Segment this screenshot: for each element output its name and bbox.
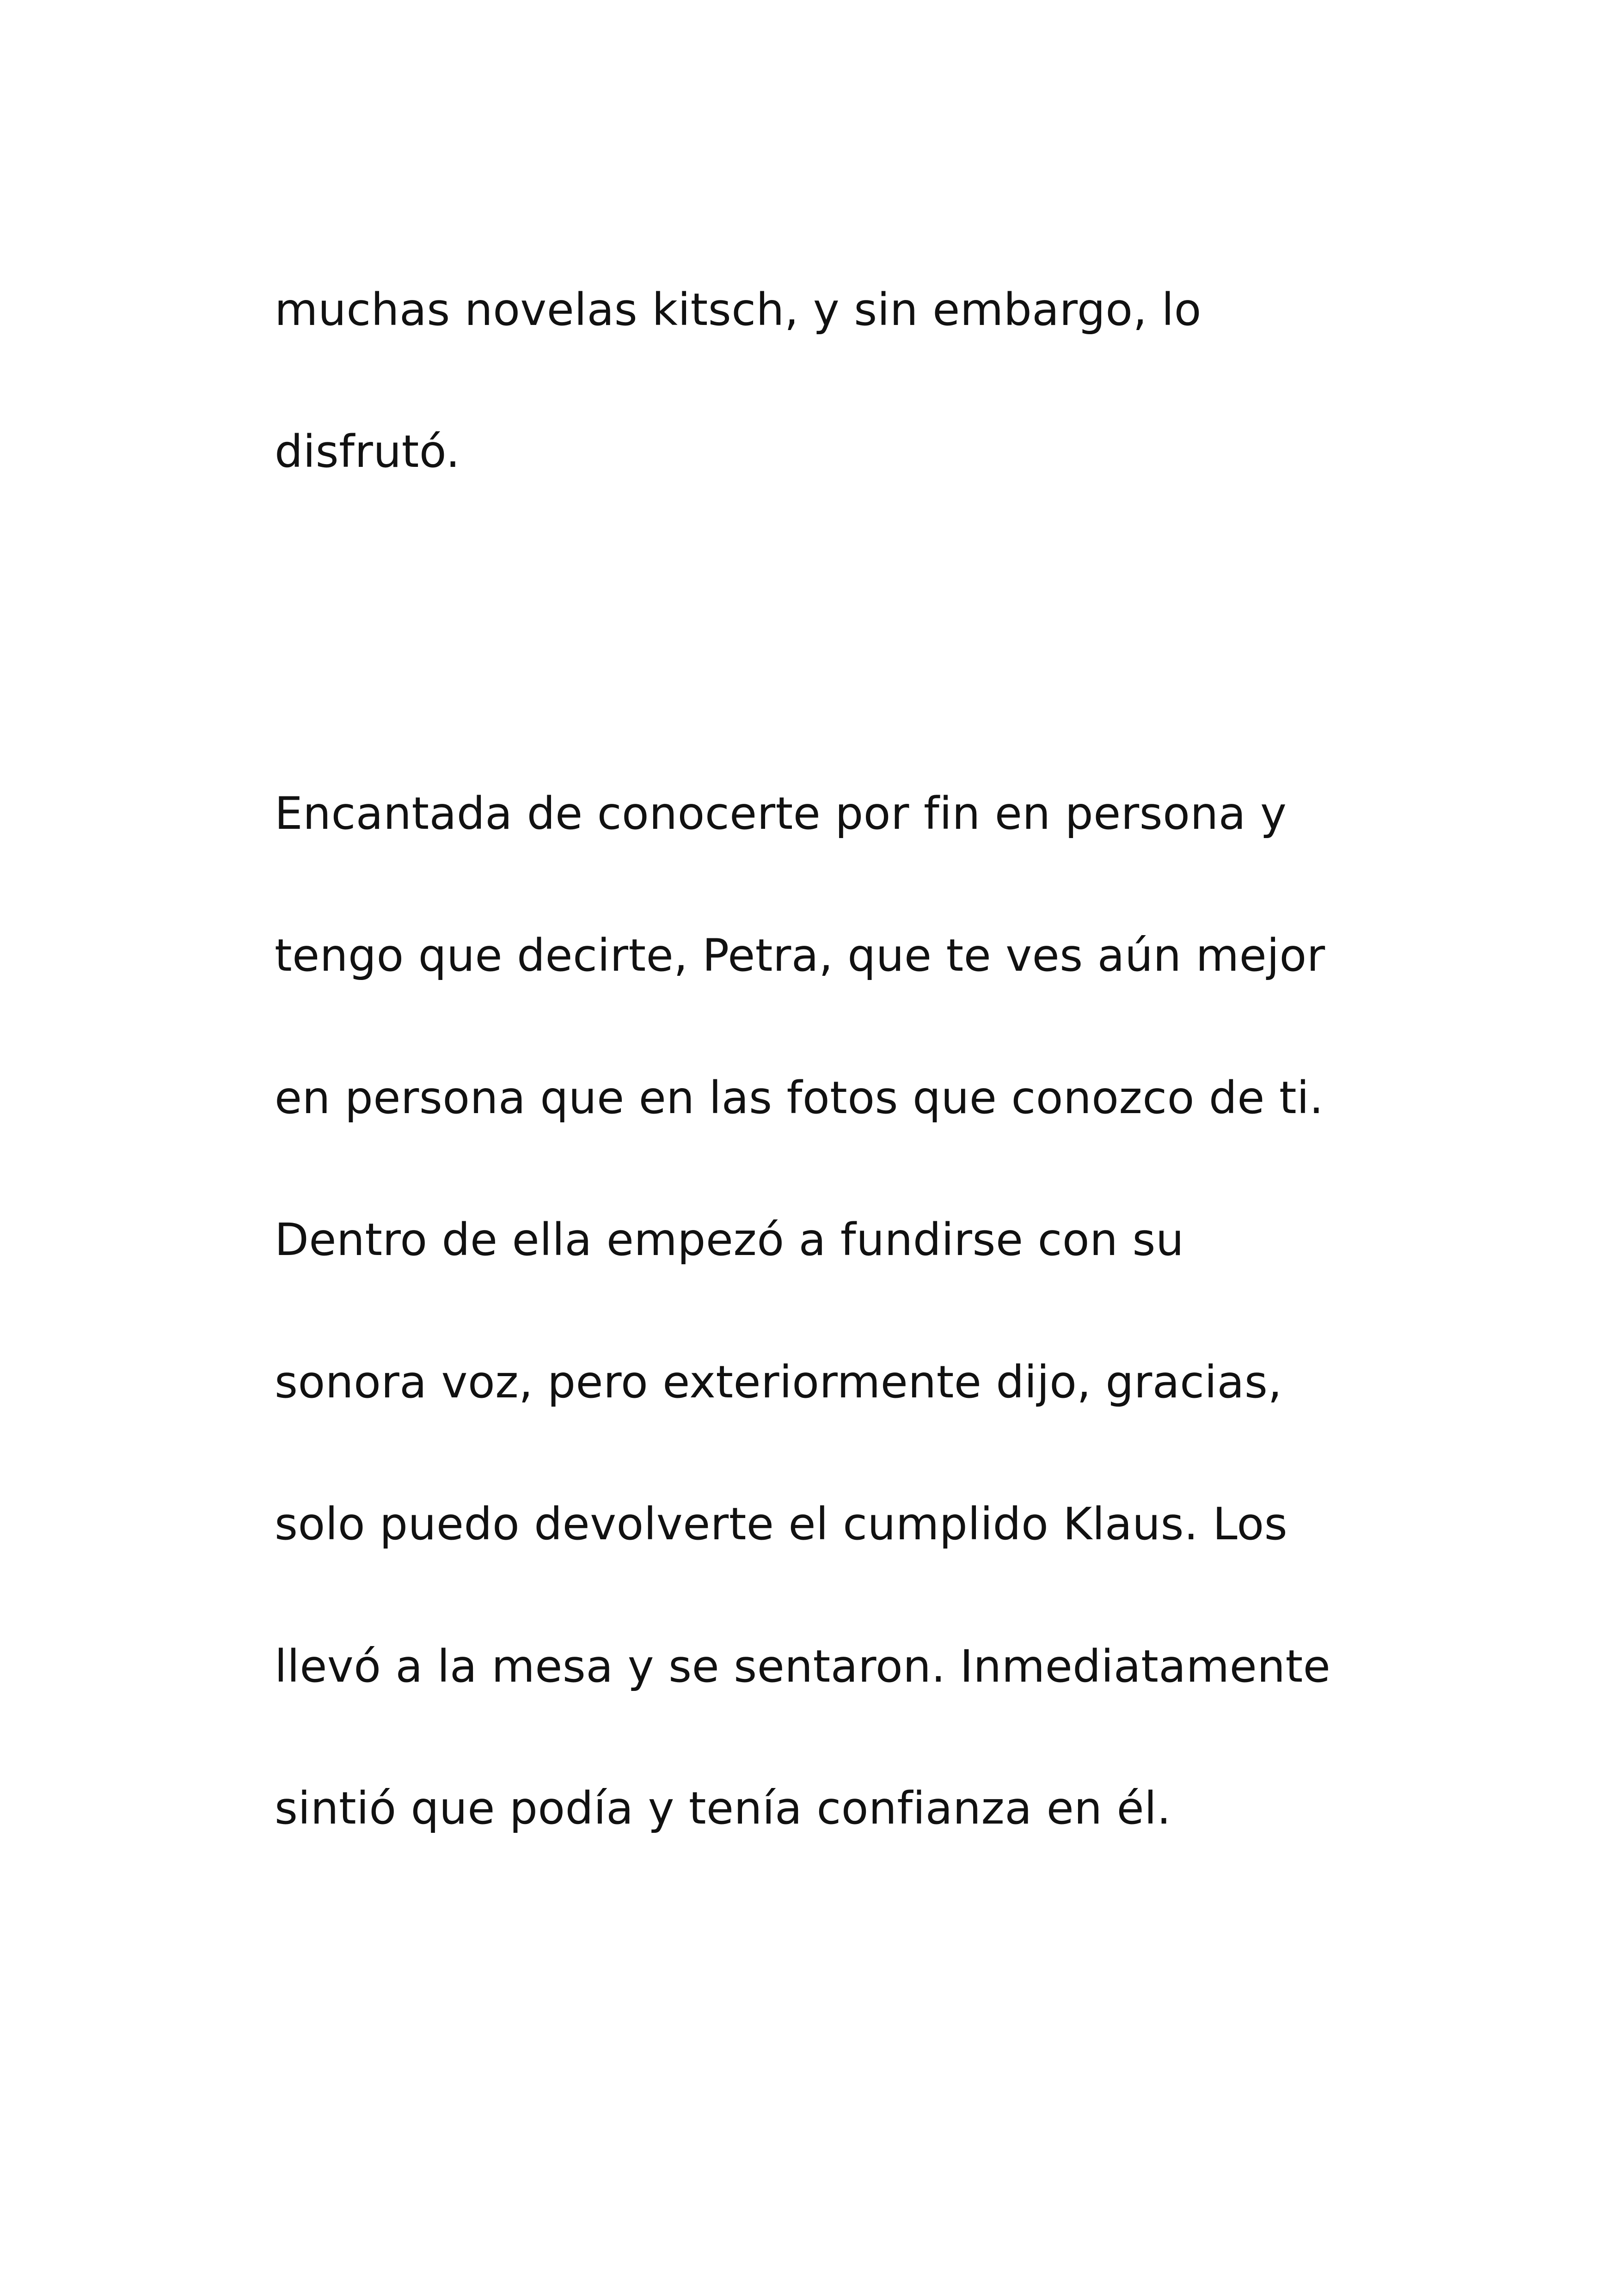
text-line: tengo que decirte, Petra, que te ves aún mejor: [275, 930, 1325, 981]
text-line: Dentro de ella empezó a fundirse con su: [275, 1214, 1184, 1266]
text-line: disfrutó.: [275, 426, 460, 478]
text-line: sintió que podía y tenía confianza en él.: [275, 1782, 1171, 1834]
text-line: muchas novelas kitsch, y sin embargo, lo: [275, 284, 1202, 336]
text-line: Encantada de conocerte por fin en persona y: [275, 788, 1287, 839]
text-line: solo puedo devolverte el cumplido Klaus. Los: [275, 1498, 1288, 1550]
text-line: en persona que en las fotos que conozco de ti.: [275, 1072, 1324, 1124]
text-line: llevó a la mesa y se sentaron. Inmediatamente: [275, 1641, 1331, 1692]
text-line: sonora voz, pero exteriormente dijo, gracias,: [275, 1356, 1282, 1408]
